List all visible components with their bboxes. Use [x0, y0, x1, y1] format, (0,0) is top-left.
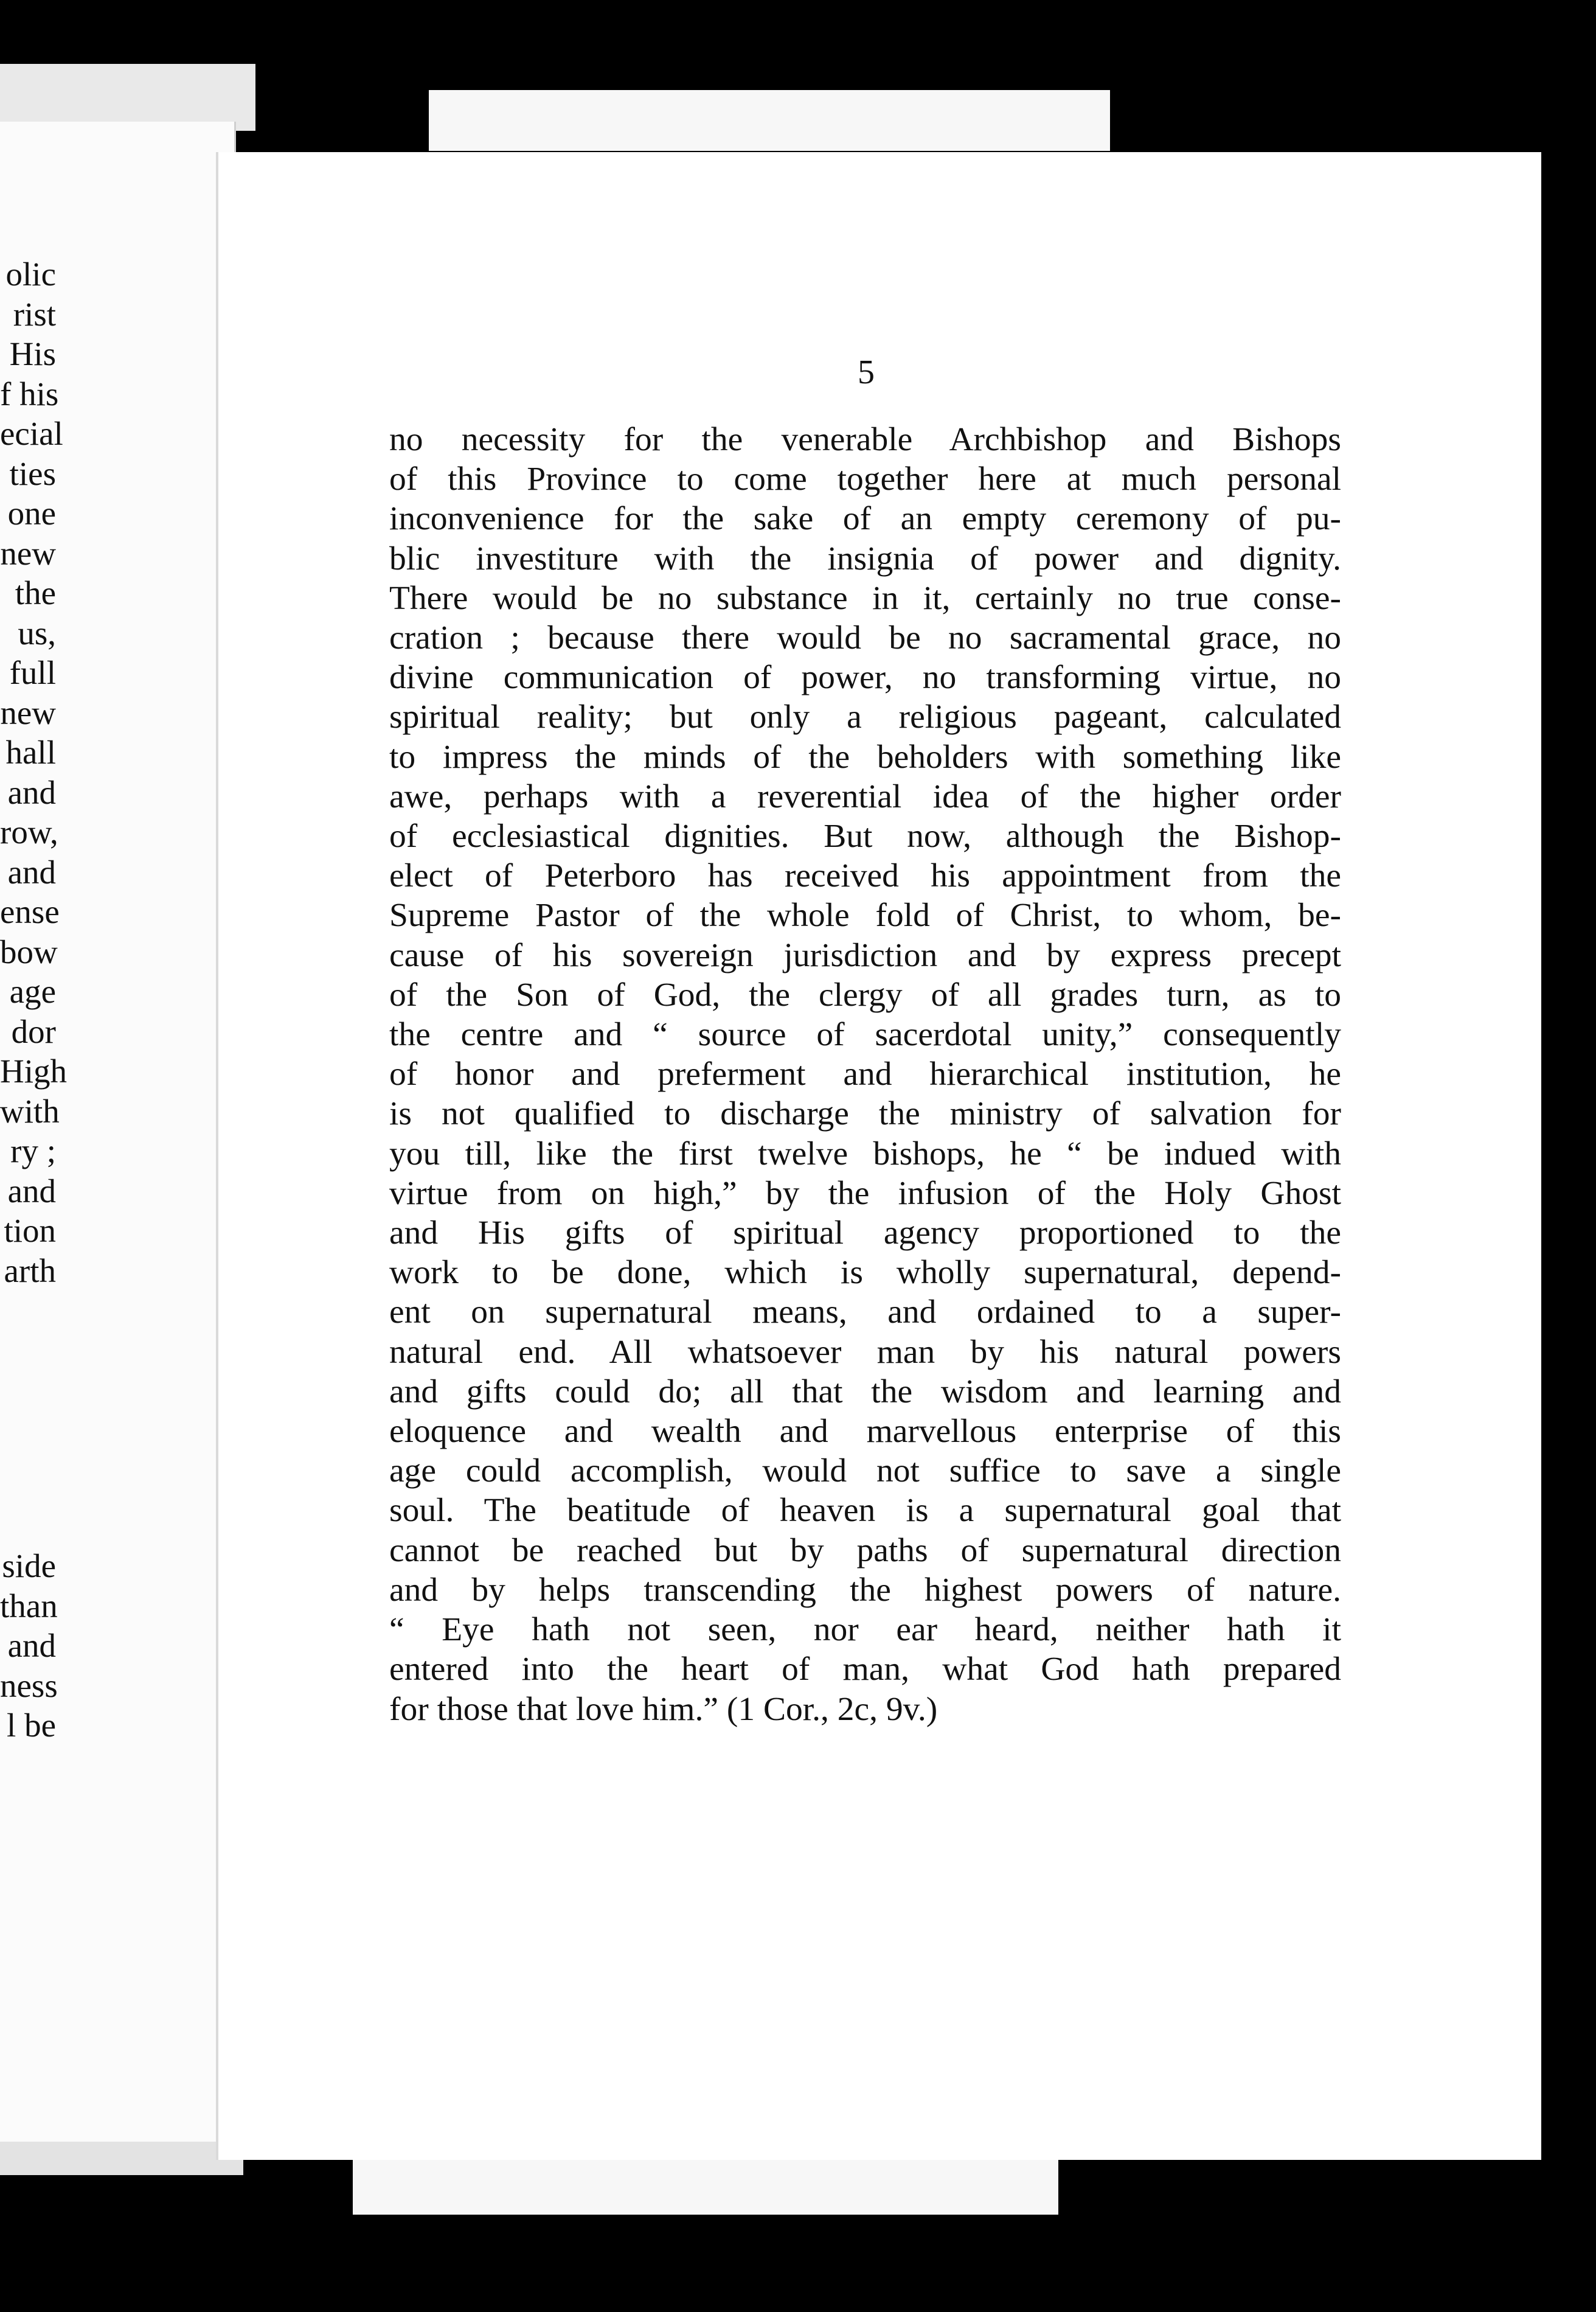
body-line: cannot be reached but by paths of supernatural direction — [389, 1531, 1341, 1569]
left-page-fragment: age — [9, 973, 56, 1010]
left-page-fragment: dor — [11, 1012, 56, 1050]
left-page-fragment: and — [7, 773, 56, 811]
body-line: cause of his sovereign jurisdiction and by express precept — [389, 936, 1341, 974]
left-page-fragment: and — [7, 1627, 56, 1664]
left-page-fragment: row, — [0, 813, 58, 851]
left-page-fragment: tion — [4, 1212, 56, 1249]
left-page-fragment: one — [7, 495, 56, 532]
left-page-fragment: new — [0, 534, 56, 572]
body-line: of this Province to come together here at much personal — [389, 461, 1341, 498]
body-line: and His gifts of spiritual agency proportioned to the — [389, 1214, 1341, 1252]
body-line: work to be done, which is wholly supernatural, depend- — [389, 1254, 1341, 1292]
left-page-fragment: hall — [5, 734, 56, 771]
body-line: you till, like the first twelve bishops, he “ be indued with — [389, 1135, 1341, 1172]
body-line: of ecclesiastical dignities. But now, although the Bishop- — [389, 818, 1341, 855]
body-line: of honor and preferment and hierarchical institution, he — [389, 1056, 1341, 1093]
left-page-bottom-edge — [0, 2142, 243, 2175]
body-line: virtue from on high,” by the infusion of the Holy Ghost — [389, 1174, 1341, 1212]
page-top-tab — [429, 90, 1110, 151]
body-line: eloquence and wealth and marvellous enterprise of this — [389, 1413, 1341, 1450]
body-line: inconvenience for the sake of an empty ceremony of pu- — [389, 500, 1341, 538]
left-page-fragment: rist — [13, 295, 56, 333]
body-line: and gifts could do; all that the wisdom and learning and — [389, 1373, 1341, 1410]
body-line: entered into the heart of man, what God hath prepared — [389, 1651, 1341, 1688]
body-line: ent on supernatural means, and ordained to a super- — [389, 1294, 1341, 1331]
body-line: spiritual reality; but only a religious pageant, calculated — [389, 698, 1341, 736]
left-page-fragment: us, — [18, 614, 56, 652]
left-page-fragment: f his — [0, 375, 59, 413]
left-page-fragment: the — [15, 574, 56, 611]
left-page-fragment: His — [9, 335, 56, 372]
left-page-fragment: and — [7, 1172, 56, 1210]
left-page-fragment: l be — [7, 1707, 56, 1744]
left-page-fragment: arth — [4, 1252, 56, 1289]
left-page-text-fragments — [0, 254, 67, 1746]
body-line: for those that love him.” (1 Cor., 2c, 9v.) — [389, 1690, 938, 1728]
left-page-fragment: with — [0, 1092, 60, 1130]
left-page-fragment: and — [7, 853, 56, 891]
body-line: “ Eye hath not seen, nor ear heard, neither hath it — [389, 1611, 1341, 1649]
body-line: divine communication of power, no transforming virtue, no — [389, 659, 1341, 697]
body-line: of the Son of God, the clergy of all grades turn, as to — [389, 976, 1341, 1014]
left-page-fragment: side — [2, 1547, 56, 1584]
body-line: Supreme Pastor of the whole fold of Christ, to whom, be- — [389, 897, 1341, 935]
body-text — [389, 420, 1341, 1729]
left-page-fragment: ecial — [0, 415, 63, 452]
left-page-top-edge — [0, 64, 255, 131]
page-number: 5 — [858, 353, 875, 391]
left-page-fragment: ry ; — [10, 1132, 56, 1169]
body-line: elect of Peterboro has received his appointment from the — [389, 857, 1341, 895]
left-page-fragment: full — [9, 654, 56, 691]
left-page-fragment: ense — [0, 893, 60, 930]
body-line: natural end. All whatsoever man by his natural powers — [389, 1333, 1341, 1371]
body-line: and by helps transcending the highest powers of nature. — [389, 1571, 1341, 1609]
left-page-fragment: new — [0, 694, 56, 731]
left-page-fragment: than — [0, 1587, 58, 1624]
body-line: no necessity for the venerable Archbishop and Bishops — [389, 421, 1341, 458]
body-line: to impress the minds of the beholders with something like — [389, 738, 1341, 776]
body-line: age could accomplish, would not suffice to save a single — [389, 1452, 1341, 1490]
body-line: There would be no substance in it, certainly no true conse- — [389, 579, 1341, 617]
left-page-fragment: bow — [0, 933, 58, 970]
left-page-fragment: High — [0, 1053, 67, 1090]
body-line: awe, perhaps with a reverential idea of the higher order — [389, 778, 1341, 815]
page-bottom-tab — [353, 2151, 1058, 2215]
left-page-fragments-top — [0, 254, 67, 1290]
left-page-fragment: ties — [9, 454, 56, 492]
body-line: the centre and “ source of sacerdotal unity,” consequently — [389, 1016, 1341, 1054]
body-line: cration ; because there would be no sacramental grace, no — [389, 619, 1341, 657]
left-page-fragment: olic — [5, 256, 56, 293]
left-page-fragment: ness — [0, 1666, 58, 1704]
left-page-fragments-bottom — [0, 1546, 56, 1746]
body-line: is not qualified to discharge the ministry of salvation for — [389, 1095, 1341, 1133]
body-line: blic investiture with the insignia of power and dignity. — [389, 540, 1341, 577]
body-line: soul. The beatitude of heaven is a supernatural goal that — [389, 1492, 1341, 1530]
